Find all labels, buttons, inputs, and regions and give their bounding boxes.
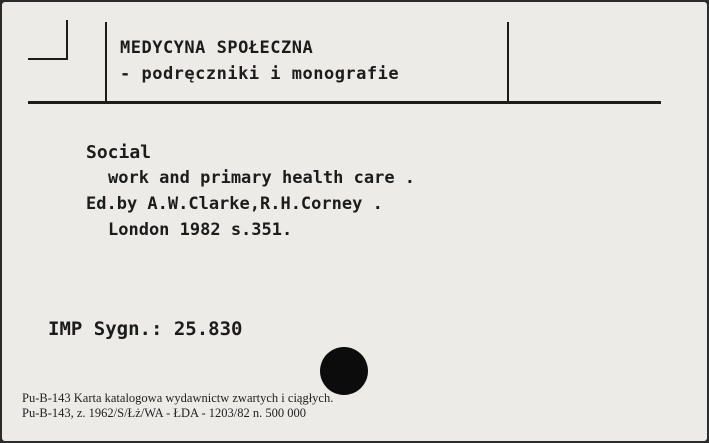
header-rule bbox=[28, 101, 661, 104]
entry-editors: Ed.by A.W.Clarke,R.H.Corney . bbox=[86, 194, 383, 214]
catalog-card bbox=[2, 2, 707, 441]
call-number: IMP Sygn.: 25.830 bbox=[48, 318, 243, 340]
header-right-divider bbox=[507, 22, 509, 102]
entry-subtitle: work and primary health care . bbox=[108, 168, 416, 188]
entry-title: Social bbox=[86, 142, 152, 163]
footer-line-2: Pu-B-143, z. 1962/S/Łż/WA - ŁDA - 1203/82 n. 500 000 bbox=[22, 406, 307, 420]
subject-subheading: - podręczniki i monografie bbox=[120, 64, 400, 84]
subject-heading: MEDYCYNA SPOŁECZNA bbox=[120, 38, 314, 58]
corner-bracket bbox=[28, 20, 68, 60]
header-left-divider bbox=[105, 22, 107, 102]
footer-line-1: Pu-B-143 Karta katalogowa wydawnictw zwartych i ciągłych. bbox=[22, 391, 334, 405]
entry-publication: London 1982 s.351. bbox=[108, 220, 293, 240]
punch-hole bbox=[320, 347, 368, 395]
